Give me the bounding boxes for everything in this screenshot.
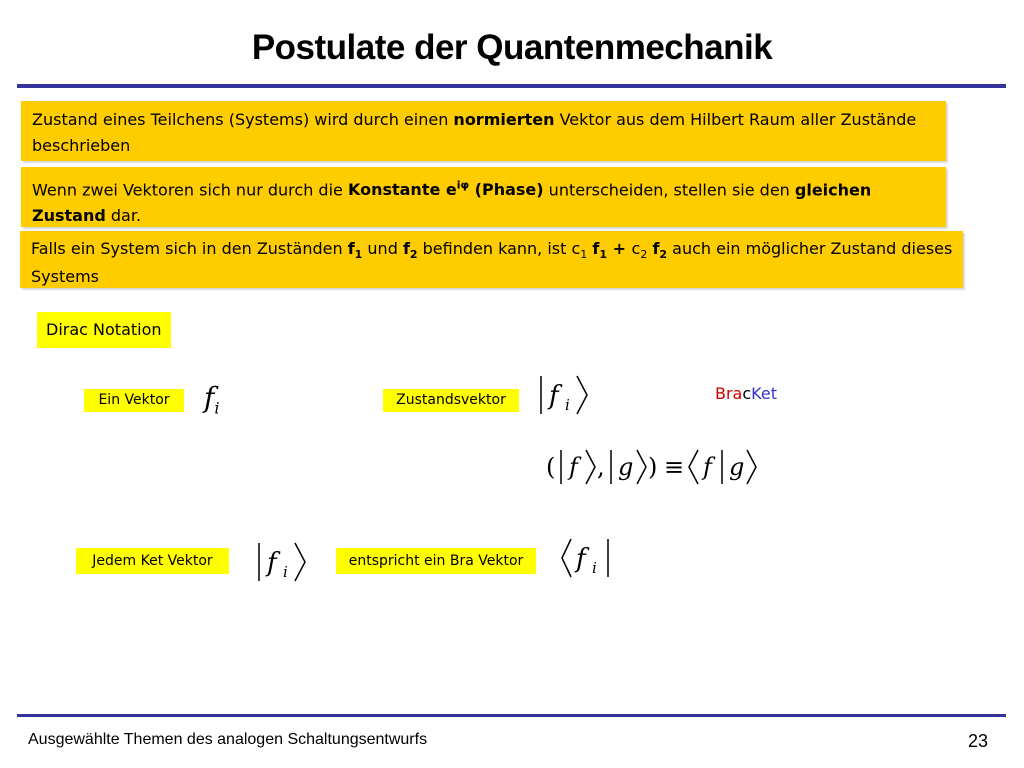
p2-bold2: (Phase) [469, 180, 544, 200]
p3-und: und [362, 239, 403, 258]
p2-bold3: gleichen Zustand [32, 180, 872, 226]
p3-f1: $f_1$ [347, 239, 363, 262]
svg-text:,: , [597, 453, 605, 481]
p1-text-pre: Zustand eines Teilchens (Systems) wird durch einen [32, 110, 454, 129]
p2-exp: iφ [456, 179, 470, 192]
p3-f1-b: $f_1$ + [592, 239, 632, 262]
svg-text:f: f [576, 544, 586, 574]
bracket-c: c [742, 384, 752, 403]
svg-text:f: f [569, 453, 578, 481]
svg-text:(: ( [546, 453, 556, 481]
bra-f-i [559, 535, 619, 581]
postulate-box-2 [21, 167, 946, 227]
p1-text-bold: normierten [453, 110, 555, 129]
inner-product-equation [540, 446, 765, 488]
tag-jedem-ket-vektor: Jedem Ket Vektor [76, 548, 229, 574]
ket-f-i-2 [253, 539, 313, 585]
p3-text-post: auch ein möglicher Zustand dieses Systems [31, 239, 953, 287]
svg-text:f: f [267, 548, 277, 578]
bracket-ket: Ket [751, 384, 777, 403]
svg-text:i: i [565, 396, 570, 414]
bracket-bra: Bra [715, 384, 743, 403]
math-f-i: $f_i$ [204, 381, 220, 418]
svg-text:≡: ≡ [664, 453, 685, 481]
p2-konstante [348, 180, 544, 199]
slide-title: Postulate der Quantenmechanik [251, 28, 773, 67]
p3-f2-b: $f_2$ [652, 239, 668, 262]
p3-f2: $f_2$ [402, 239, 418, 262]
footer-text: Ausgewählte Themen des analogen Schaltungsentwurfs [28, 731, 428, 748]
svg-text:f: f [549, 381, 559, 411]
postulate-box-3: Falls ein System sich in den Zuständen $f_1$ und $f_2$ befinden kann, ist $c_1$ $f_1 + c_2$ $f_2$ auch ein möglicher Zustand dieses Systems [20, 231, 963, 288]
tag-entspricht-bra-vektor: entspricht ein Bra Vektor [336, 548, 536, 574]
svg-text:g: g [729, 453, 745, 481]
bottom-rule [17, 714, 1006, 717]
svg-text:i: i [283, 563, 288, 581]
dirac-notation-label: Dirac Notation [37, 312, 171, 348]
p2-text-mid: unterscheiden, stellen sie den [543, 180, 795, 200]
p2-bold1: Konstante e [347, 180, 457, 200]
p3-text-pre: Falls ein System sich in den Zuständen [31, 239, 348, 258]
ket-f-i [535, 372, 595, 418]
svg-text:g: g [618, 453, 634, 481]
p2-text-pre: Wenn zwei Vektoren sich nur durch die [32, 180, 348, 200]
svg-text:f: f [703, 453, 712, 481]
tag-zustandsvektor: Zustandsvektor [383, 389, 519, 412]
p3-text-mid: befinden kann, ist c [417, 239, 581, 258]
p2-text-post: dar. [105, 206, 142, 226]
tag-ein-vektor: Ein Vektor [84, 389, 184, 412]
svg-text:i: i [592, 559, 597, 577]
page-number: 23 [967, 731, 988, 751]
postulate-box-1 [21, 101, 946, 161]
svg-text:): ) [648, 453, 658, 481]
bracket-label [715, 384, 777, 403]
top-rule [17, 84, 1006, 88]
p1-text-post: Vektor aus dem Hilbert Raum aller Zustände beschrieben [32, 110, 917, 155]
